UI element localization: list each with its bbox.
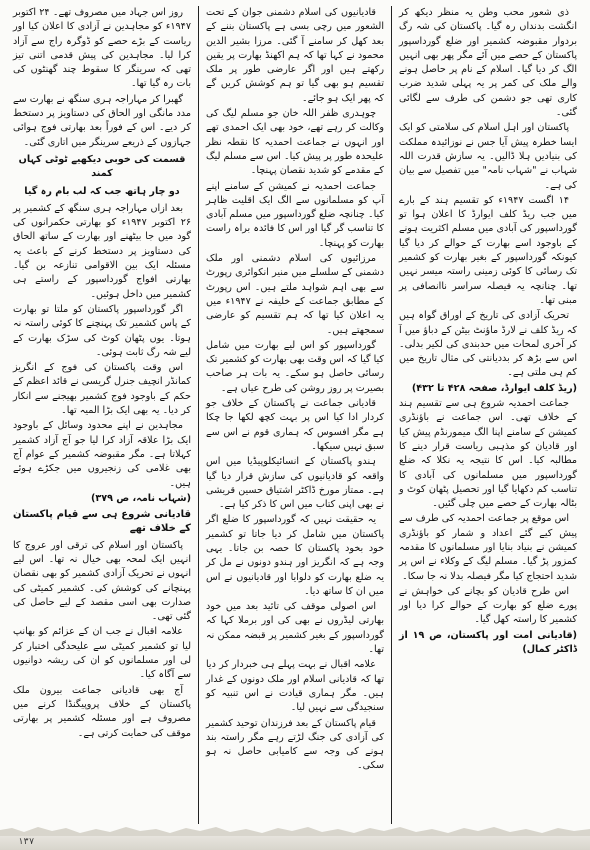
verse-line: قسمت کی خوبی دیکھیے ٹوٹی کہاں کمند bbox=[18, 153, 186, 180]
verse-line: دو چار ہاتھ جب کہ لب بام رہ گیا bbox=[24, 185, 180, 197]
paragraph: ذی شعور محب وطن یہ منظر دیکھ کر انگشت بدنداں رہ گیا۔ پاکستان کی شہ رگ بردوار مقبوضہ کشمیر اور ضلع گورداسپور پاکستان کے حصے میں آئے مگر پھر بھی انہیں الگ کر دیا گیا۔ اسلام کے نام پر حاصل ہونے والے ملک کی کمر پر یہ پہلی شدید ضرب کاری تھی جو دشمن کی طرف سے لگائی گئی۔ bbox=[399, 7, 577, 119]
paragraph: جماعت احمدیہ نے کمیشن کے سامنے اپنے آپ کو مسلمانوں سے الگ ایک اقلیت ظاہر کیا۔ چنانچہ ضلع گورداسپور میں مسلم آبادی کا تناسب گر گیا اور اس کا فائدہ براہ راست بھارت کو پہنچا۔ bbox=[206, 180, 384, 249]
text-column-2 bbox=[199, 6, 392, 824]
paragraph: تحریک آزادی کی تاریخ کے اوراق گواہ ہیں کہ ریڈ کلف نے لارڈ ماؤنٹ بیٹن کے دباؤ میں آ کر آخری لمحات میں حدبندی کی لکیر بدلی۔ اس سے بڑھ کر بددیانتی کی مثال تاریخ میں کم ہی ملتی ہے۔ bbox=[399, 310, 577, 379]
paragraph: گھبرا کر مہاراجہ ہری سنگھ نے بھارت سے مدد مانگی اور الحاق کی دستاویز پر دستخط کر دیے۔ اس کے فوراً بعد بھارتی فوج ہوائی جہازوں کے ذریعے سرینگر میں اتاری گئی۔ bbox=[13, 93, 191, 148]
paragraph: ۱۴ اگست ۱۹۴۷ء کو تقسیم ہند کے بارے میں جب ریڈ کلف ایوارڈ کا اعلان ہوا تو گورداسپور کی آبادی میں مسلم اکثریت ہونے کے باوجود اسے بھارت کے حوالے کر دیا گیا کیونکہ گورداسپور کے بغیر بھارت کو کشمیر تک رسائی کا کوئی زمینی راستہ میسر نہیں تھا۔ چنانچہ یہ فیصلہ سراسر ناانصافی پر مبنی تھا۔ bbox=[399, 194, 577, 306]
paragraph: قادیانیوں کی اسلام دشمنی جوان کے تحت الشعور میں رچی بسی ہے پاکستان بننے کے بعد کھل کر سامنے آ گئی۔ مرزا بشیر الدین محمود نے کہا تھا کہ ہم اکھنڈ بھارت پر یقین رکھتے ہیں اور اگر عارضی طور پر ملک تقسیم ہو بھی گیا تو ہم کوشش کریں گے کہ پھر ایک ہو جائے۔ bbox=[206, 7, 384, 104]
paragraph: قیام پاکستان کے بعد فرزندان توحید کشمیر کی آزادی کی جنگ لڑتے رہے مگر راستہ بند ہونے کی وجہ سے کامیابی حاصل نہ ہو سکی۔ bbox=[206, 717, 384, 772]
citation: (قادیانی امت اور پاکستان، ص ۱۹ از ڈاکٹر کمال) bbox=[399, 629, 578, 656]
citation: (شہاب نامہ، ص ۳۷۹) bbox=[91, 492, 191, 504]
page-bottom-strip bbox=[0, 824, 590, 850]
paragraph: آج بھی قادیانی جماعت بیرون ملک پاکستان کے خلاف پروپیگنڈا کرنے میں مصروف ہے اور مسئلہ کشمیر پر بھارتی موقف کی حمایت کرتی ہے۔ bbox=[13, 684, 191, 739]
paragraph: مجاہدین نے اپنے محدود وسائل کے باوجود ایک بڑا علاقہ آزاد کرا لیا جو آج آزاد کشمیر کہلاتا ہے۔ مگر مقبوضہ کشمیر کے عوام آج بھی غلامی کی زنجیروں میں جکڑے ہوئے ہیں۔ bbox=[13, 420, 191, 489]
paragraph: مرزائیوں کی اسلام دشمنی اور ملک دشمنی کے سلسلے میں منیر انکوائری رپورٹ سے بھی اہم شواہد ملتے ہیں۔ اس رپورٹ کے مطابق جماعت کے خلیفہ نے ۱۹۴۷ء میں یہ اعلان کیا تھا کہ ہم تقسیم کو عارضی سمجھتے ہیں۔ bbox=[206, 253, 384, 336]
paragraph: اس اصولی موقف کی تائید بعد میں خود بھارتی لیڈروں نے بھی کی اور برملا کہا کہ گورداسپور کے بغیر کشمیر پر قبضہ ممکن نہ تھا۔ bbox=[206, 601, 384, 656]
text-column-1 bbox=[392, 6, 584, 824]
paragraph: قادیانی جماعت نے پاکستان کے خلاف جو کردار ادا کیا اس پر بہت کچھ لکھا جا چکا ہے مگر افسوس کہ ہماری قوم نے اس سے سبق نہیں سیکھا۔ bbox=[206, 398, 384, 452]
paragraph: اس وقت پاکستان کی فوج کے انگریز کمانڈر انچیف جنرل گریسی نے قائد اعظم کے حکم کے باوجود فوج کشمیر بھیجنے سے انکار کر دیا۔ یہ بھی ایک بڑا المیہ تھا۔ bbox=[13, 362, 191, 417]
paragraph: اس طرح قادیان کو بچانے کی خواہش نے پورے ضلع کو بھارت کے حوالے کرا دیا اور کشمیر کا راستہ کھل گیا۔ bbox=[399, 585, 577, 626]
paragraph: ہندو پاکستان کے انسائیکلوپیڈیا میں اس واقعہ کو قادیانیوں کی سازش قرار دیا گیا ہے۔ ممتاز مورخ ڈاکٹر اشتیاق حسین قریشی نے بھی اپنی کتاب میں اس کا ذکر کیا ہے۔ bbox=[206, 456, 384, 511]
citation: (ریڈ کلف ایوارڈ، صفحہ ۴۲۸ تا ۴۳۲) bbox=[411, 382, 577, 394]
paragraph: جماعت احمدیہ شروع ہی سے تقسیم ہند کے خلاف تھی۔ اس جماعت نے باؤنڈری کمیشن کے سامنے اپنا الگ میمورنڈم پیش کیا اور قادیان کو مذہبی ریاست قرار دینے کا مطالبہ کیا۔ اس کا نتیجہ یہ نکلا کہ ضلع گورداسپور میں مسلمانوں کی آبادی کا تناسب کم دکھایا گیا اور تحصیل پٹھان کوٹ و بٹالہ بھارت کے حصے میں چلی گئیں۔ bbox=[399, 398, 577, 510]
paragraph: علامہ اقبال نے بہت پہلے ہی خبردار کر دیا تھا کہ قادیانی اسلام اور ملک دونوں کے غدار ہیں۔ مگر ہماری قیادت نے اس تنبیہ کو سنجیدگی سے نہیں لیا۔ bbox=[206, 659, 384, 714]
paragraph: روز اس جہاد میں مصروف تھے۔ ۲۴ اکتوبر ۱۹۴۷ء کو مجاہدین نے آزادی کا اعلان کیا اور ریاست کے بڑے حصے کو ڈوگرہ راج سے آزاد کرا لیا۔ مجاہدین کی پیش قدمی اتنی تیز تھی کہ سرینگر کا سقوط چند گھنٹوں کی بات رہ گیا تھا۔ bbox=[13, 7, 191, 90]
paragraph: چوہدری ظفر اللہ خان جو مسلم لیگ کی وکالت کر رہے تھے، خود بھی ایک احمدی تھے اور انہوں نے جماعت احمدیہ کا نقطہ نظر علیحدہ طور پر پیش کیا۔ اس سے مسلم لیگ کے مقدمے کو شدید نقصان پہنچا۔ bbox=[206, 108, 384, 177]
paragraph: بعد ازاں مہاراجہ ہری سنگھ کے کشمیر پر ۲۶ اکتوبر ۱۹۴۷ء کو بھارتی حکمرانوں کی گود میں جا بیٹھنے اور بھارت کے ساتھ الحاق کی دستاویز پر دستخط کرنے کے باعث یہ مسئلہ ایک بین الاقوامی تنازعہ بن گیا۔ بھارتی افواج گورداسپور کے راستے ہی کشمیر میں داخل ہوئیں۔ bbox=[13, 202, 191, 300]
page-number: ۱۳۷ bbox=[18, 837, 35, 847]
text-column-3 bbox=[6, 6, 199, 824]
paragraph: پاکستان اور اسلام کی ترقی اور عروج کا انہیں ایک لمحہ بھی خیال نہ تھا۔ اس لیے انہوں نے تحریک آزادی کشمیر کو بھی نقصان پہنچانے کی کوشش کی۔ کشمیر کمیٹی کی صدارت بھی اسی مقصد کے لیے حاصل کی گئی تھی۔ bbox=[13, 539, 191, 623]
paragraph: گورداسپور کو اس لیے بھارت میں شامل کیا گیا کہ اس وقت بھی بھارت کو کشمیر تک رسائی حاصل ہو سکے۔ یہ بات ہر صاحب بصیرت پر روز روشن کی طرح عیاں ہے۔ bbox=[206, 339, 384, 394]
paragraph: علامہ اقبال نے جب ان کے عزائم کو بھانپ لیا تو کشمیر کمیٹی سے علیحدگی اختیار کر لی اور مسلمانوں کو ان کی ریشہ دوانیوں سے آگاہ کیا۔ bbox=[13, 626, 191, 681]
paragraph: اس موقع پر جماعت احمدیہ کی طرف سے پیش کیے گئے اعداد و شمار کو باؤنڈری کمیشن نے بنیاد بنایا اور مسلمانوں کا مقدمہ کمزور پڑ گیا۔ مسلم لیگ کے وکلاء نے اس پر شدید احتجاج کیا مگر فیصلہ بدلا نہ جا سکا۔ bbox=[399, 513, 577, 582]
paragraph: یہ حقیقت نہیں کہ گورداسپور کا ضلع اگر پاکستان میں شامل کر دیا جاتا تو کشمیر خود بخود پاکستان کا حصہ بن جاتا۔ یہی وجہ ہے کہ انگریز اور ہندو دونوں نے مل کر یہ ضلع بھارت کو دلوایا اور قادیانیوں نے اس میں ان کا ساتھ دیا۔ bbox=[206, 514, 384, 597]
torn-edge bbox=[0, 824, 590, 836]
text-columns bbox=[6, 6, 584, 824]
section-heading: قادیانی شروع ہی سے قیام پاکستان کے خلاف تھے bbox=[13, 509, 191, 535]
paragraph: پاکستان اور اہل اسلام کی سلامتی کو ایک ایسا خطرہ پیش آیا جس نے نوزائیدہ مملکت کی بنیادیں ہلا ڈالیں۔ یہ سازش قدرت اللہ شہاب نے "شہاب نامہ" میں تفصیل سے بیان کی ہے۔ bbox=[399, 122, 577, 191]
paragraph: اگر گورداسپور پاکستان کو ملتا تو بھارت کے پاس کشمیر تک پہنچنے کا کوئی راستہ نہ ہوتا۔ یوں پٹھان کوٹ کی سڑک بھارت کے لیے شہ رگ ثابت ہوئی۔ bbox=[13, 303, 191, 358]
